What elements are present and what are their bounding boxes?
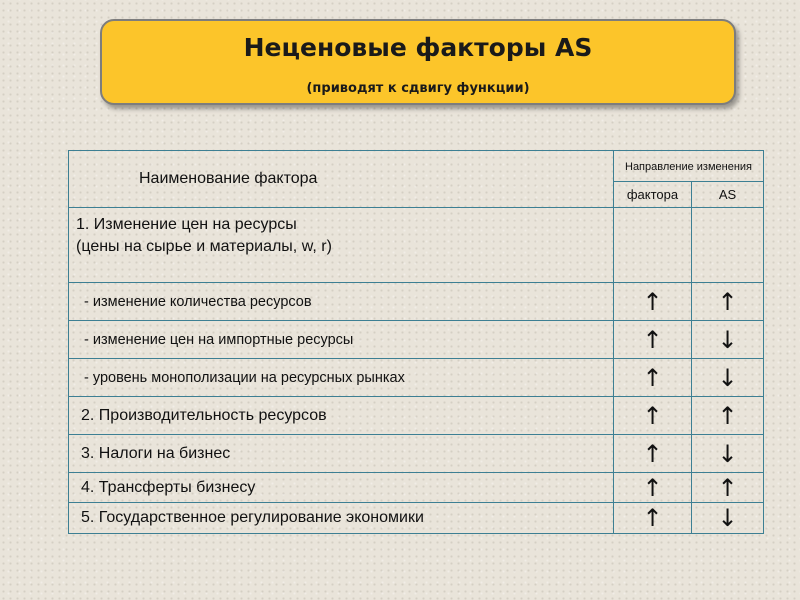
table-row [69,503,764,534]
as-direction-arrow: ↓ [692,503,764,534]
header-direction: Направление изменения [614,151,764,182]
header-factor-name: Наименование фактора [69,151,614,208]
table-row [69,321,764,359]
factor-direction-arrow: ↑ [614,435,692,473]
factor-direction-arrow: ↑ [614,503,692,534]
table-row [69,208,764,283]
factor-direction-arrow: ↑ [614,473,692,503]
header-factor-column: фактора [614,182,692,208]
factor-label: 5. Государственное регулирование экономики [69,503,614,534]
header-as-column: AS [692,182,764,208]
factor-direction-arrow: ↑ [614,397,692,435]
table-row [69,473,764,503]
as-direction-arrow: ↓ [692,359,764,397]
as-direction-arrow: ↑ [692,283,764,321]
table-row [69,283,764,321]
table-row [69,435,764,473]
as-direction-arrow [692,208,764,283]
factor-label: - изменение количества ресурсов [69,283,614,321]
factor-direction-arrow: ↑ [614,283,692,321]
factors-table [68,150,764,534]
factor-label: 4. Трансферты бизнесу [69,473,614,503]
as-direction-arrow: ↑ [692,397,764,435]
factor-direction-arrow: ↑ [614,321,692,359]
factor-label: 2. Производительность ресурсов [69,397,614,435]
as-direction-arrow: ↓ [692,321,764,359]
title-banner [100,19,736,105]
as-direction-arrow: ↑ [692,473,764,503]
table-header-row [69,151,764,182]
as-direction-arrow: ↓ [692,435,764,473]
table-row [69,397,764,435]
factor-label: - изменение цен на импортные ресурсы [69,321,614,359]
slide-subtitle: (приводят к сдвигу функции) [306,81,530,96]
factor-label: 3. Налоги на бизнес [69,435,614,473]
factor-label-line2: (цены на сырье и материалы, w, r) [76,238,332,255]
slide-title: Неценовые факторы AS [243,33,593,62]
factor-label-line1: 1. Изменение цен на ресурсы [76,216,297,233]
table-row [69,359,764,397]
factor-label [69,208,614,283]
factor-direction-arrow: ↑ [614,359,692,397]
factor-direction-arrow [614,208,692,283]
factor-label: - уровень монополизации на ресурсных рынках [69,359,614,397]
